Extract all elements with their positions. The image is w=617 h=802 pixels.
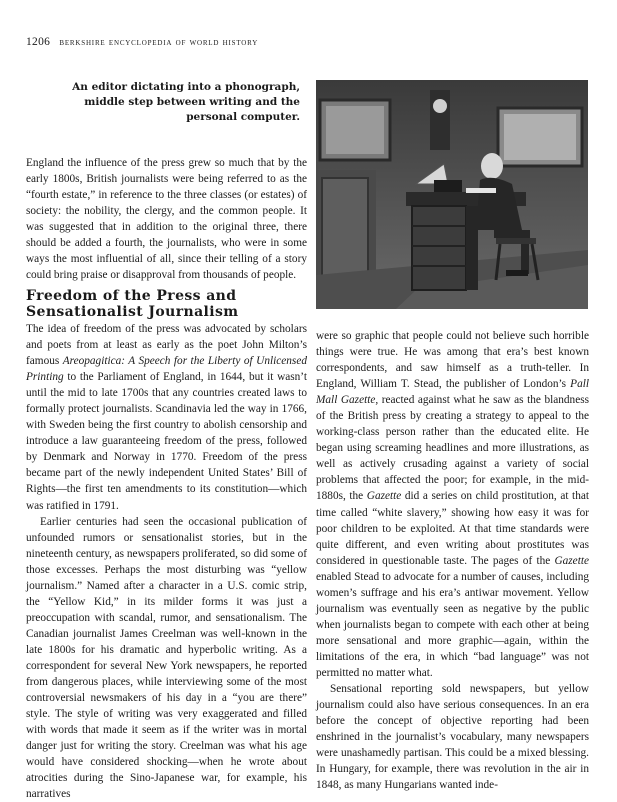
newspaper-title: Gazette	[366, 490, 402, 503]
figure-caption: An editor dictating into a phonograph, middle step between writing and the personal computer.	[72, 81, 300, 123]
page-number: 1206	[26, 36, 51, 48]
intro-text: England the influence of the press grew so much that by the early 1800s, British journalists were being referred to as the “fourth estate,” in reference to the three classes (or estates) of society: the nobility, the clergy, and the common people. It was suggested that in addition to the original three, there should be added a fourth, the journalists, who were in some ways the most influential of all, since their telling of a story could bring praise or disapproval from thousands of people.	[26, 157, 307, 282]
text-run: enabled Stead to advocate for a number of causes, including women’s suffrage and his era’s antiwar movement. Yellow journalism was eventually seen as negative by the public when journalists began to compete with each other at being more sensational and more graphic—again, within the limitations of the era, in which “bad language” was not permitted no matter what.	[316, 570, 589, 679]
newspaper-title: Gazette	[554, 554, 589, 567]
editor-phonograph-photo	[316, 80, 588, 309]
paragraph-sensational-reporting: Sensational reporting sold newspapers, but yellow journalism could also have serious consequences. In an era before the concept of objective reporting had been enshrined in the journalist’s vocabulary, many newspapers were unashamedly partisan. This could be a mixed blessing. In Hungary, for example, there was revolution in the air in 1848, as many Hungarians wanted inde-	[316, 683, 589, 792]
book-title: berkshire encyclopedia of world history	[59, 37, 259, 48]
text-run: The idea of freedom of the press was advocated by scholars and poets from at least as early as the poet John Milton’s famous	[26, 323, 307, 368]
text-run: did a series on child prostitution, at that time called “white slavery,” showing how easy it was for poor children to be exploited. At that time standards were quite different, and even writing about prostitutes was considered in questionable taste. The pages of the	[316, 490, 589, 567]
text-run: to the Parliament of England, in 1644, but it wasn’t until the mid to late 1700s that any countries created laws to formally protect journalists. Scandinavia led the way in 1766, with Sweden being the first country to abolish censorship and introduce a law guaranteeing freedom of the press, followed by Denmark and Norway in 1770. Freedom of the press became part of the newly independent United States’ Bill of Rights—the first ten amendments to its constitution—which was ratified in 1791.	[26, 371, 307, 512]
paragraph-press-freedom	[26, 321, 307, 514]
photo-illustration	[316, 80, 588, 309]
intro-paragraph	[26, 155, 307, 282]
text-run: reacted against what he saw as the blandness of the British press by creating a strategy to appeal to the working-class person rather than the educated elite. He began using screaming headlines and more illustrations, as well as actively crusading against a variety of social problems that affected the poor; for example, in the mid-1880s, the	[316, 394, 589, 503]
body-column-right	[316, 328, 589, 790]
body-column-left	[26, 321, 307, 801]
paragraph-yellow-journalism: Earlier centuries had seen the occasional publication of unfounded rumors or sensationalist stories, but in the nineteenth century, as newspapers proliferated, so did some of those excesses. Perhaps the most disturbing was “yellow journalism.” Named after a character in a U.S. comic strip, the “Yellow Kid,” in its milder forms it was just a preoccupation with scandal, rumor, and sensationalism. The Canadian journalist James Creelman was well-known in the late 1800s for his dramatic and hyperbolic writing. As a correspondent for several New York newspapers, he reported from dangerous places, while interviewing some of the most controversial newsmakers of his day in a “you are there” style. The style of writing was very exaggerated and filled with words that made it seem as if the writer was in mortal danger just for writing the story. Creelman was what his age would have considered shocking—when he wrote about atrocities during the Sino-Japanese war, for example, his narratives	[26, 515, 307, 801]
text-run: were so graphic that people could not believe such horrible things were true. He was among that era’s best known correspondents, and saw himself as a truth-teller. In England, William T. Stead, the publisher of London’s	[316, 330, 589, 391]
paragraph-stead	[316, 328, 589, 681]
newspaper-title: Pall Mall Gazette,	[316, 378, 589, 407]
work-title: Areopagitica: A Speech for the Liberty of Unlicensed Printing	[26, 355, 307, 384]
running-head	[26, 36, 258, 48]
section-heading: Freedom of the Press and Sensationalist Journalism	[26, 288, 239, 320]
